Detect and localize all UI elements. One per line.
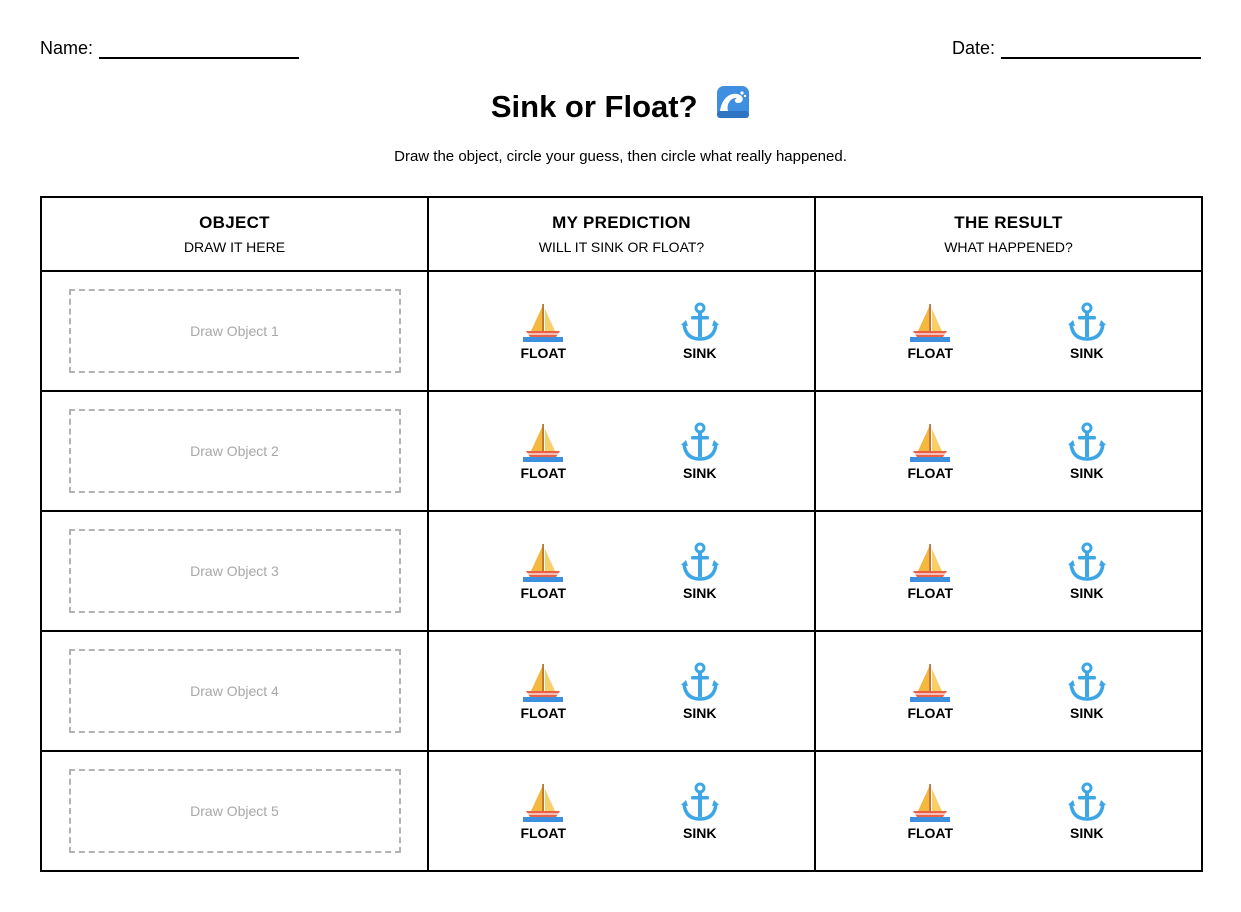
prediction-choices [429, 781, 814, 841]
table-header-row [41, 197, 1202, 271]
prediction-choices [429, 541, 814, 601]
result-cell [815, 511, 1202, 631]
column-subtitle: WILL IT SINK OR FLOAT? [538, 239, 705, 255]
prediction-cell [428, 631, 815, 751]
prediction-cell [428, 271, 815, 391]
float-label: FLOAT [907, 705, 954, 721]
draw-object-box[interactable] [69, 649, 401, 733]
float-label: FLOAT [520, 585, 567, 601]
result-float-option[interactable] [890, 301, 970, 361]
result-cell [815, 271, 1202, 391]
page-title-text: Sink or Float? [490, 89, 698, 125]
anchor-icon [679, 301, 721, 343]
draw-object-placeholder: Draw Object 2 [190, 443, 279, 459]
float-label: FLOAT [520, 465, 567, 481]
column-title: OBJECT [199, 213, 270, 232]
result-cell [815, 631, 1202, 751]
draw-object-placeholder: Draw Object 5 [190, 803, 279, 819]
result-sink-option[interactable] [1047, 781, 1127, 841]
float-label: FLOAT [520, 705, 567, 721]
draw-object-box[interactable] [69, 409, 401, 493]
object-cell [41, 391, 428, 511]
draw-object-box[interactable] [69, 529, 401, 613]
float-label: FLOAT [907, 585, 954, 601]
table-row [41, 391, 1202, 511]
result-sink-option[interactable] [1047, 541, 1127, 601]
float-label: FLOAT [907, 825, 954, 841]
float-label: FLOAT [907, 345, 954, 361]
table-row [41, 631, 1202, 751]
date-field [952, 38, 1201, 59]
object-cell [41, 751, 428, 871]
anchor-icon [1066, 781, 1108, 823]
result-choices [816, 301, 1201, 361]
sailboat-icon [909, 301, 951, 343]
sailboat-icon [522, 301, 564, 343]
result-choices [816, 421, 1201, 481]
sailboat-icon [909, 541, 951, 583]
result-choices [816, 541, 1201, 601]
sink-label: SINK [683, 345, 717, 361]
draw-object-box[interactable] [69, 289, 401, 373]
column-header-object [41, 197, 428, 271]
float-label: FLOAT [520, 825, 567, 841]
draw-object-placeholder: Draw Object 1 [190, 323, 279, 339]
result-cell [815, 391, 1202, 511]
result-choices [816, 781, 1201, 841]
object-cell [41, 631, 428, 751]
result-sink-option[interactable] [1047, 661, 1127, 721]
sailboat-icon [522, 781, 564, 823]
table-row [41, 751, 1202, 871]
anchor-icon [1066, 541, 1108, 583]
column-title: THE RESULT [954, 213, 1063, 232]
sailboat-icon [909, 661, 951, 703]
sailboat-icon [909, 421, 951, 463]
prediction-sink-option[interactable] [660, 541, 740, 601]
anchor-icon [1066, 301, 1108, 343]
float-label: FLOAT [520, 345, 567, 361]
result-cell [815, 751, 1202, 871]
prediction-cell [428, 751, 815, 871]
float-label: FLOAT [907, 465, 954, 481]
draw-object-box[interactable] [69, 769, 401, 853]
prediction-sink-option[interactable] [660, 301, 740, 361]
prediction-choices [429, 301, 814, 361]
date-line[interactable] [1001, 41, 1201, 59]
name-line[interactable] [99, 41, 299, 59]
water-wave-icon [716, 85, 750, 127]
column-header-result [815, 197, 1202, 271]
sink-label: SINK [683, 465, 717, 481]
result-float-option[interactable] [890, 661, 970, 721]
object-cell [41, 511, 428, 631]
sailboat-icon [522, 421, 564, 463]
column-header-prediction [428, 197, 815, 271]
table-row [41, 271, 1202, 391]
column-subtitle: WHAT HAPPENED? [944, 239, 1073, 255]
result-sink-option[interactable] [1047, 301, 1127, 361]
anchor-icon [1066, 421, 1108, 463]
draw-object-placeholder: Draw Object 4 [190, 683, 279, 699]
sink-label: SINK [683, 705, 717, 721]
sink-label: SINK [683, 825, 717, 841]
prediction-float-option[interactable] [503, 781, 583, 841]
prediction-choices [429, 421, 814, 481]
draw-object-placeholder: Draw Object 3 [190, 563, 279, 579]
result-float-option[interactable] [890, 781, 970, 841]
object-cell [41, 271, 428, 391]
result-sink-option[interactable] [1047, 421, 1127, 481]
prediction-float-option[interactable] [503, 541, 583, 601]
prediction-cell [428, 511, 815, 631]
column-subtitle: DRAW IT HERE [183, 239, 286, 255]
name-label: Name: [40, 38, 94, 58]
sink-float-table [40, 196, 1203, 872]
prediction-sink-option[interactable] [660, 421, 740, 481]
instructions: Draw the object, circle your guess, then circle what really happened. [394, 148, 847, 165]
sink-label: SINK [1070, 465, 1104, 481]
prediction-sink-option[interactable] [660, 661, 740, 721]
page-title [0, 88, 1241, 130]
anchor-icon [679, 781, 721, 823]
result-float-option[interactable] [890, 421, 970, 481]
sink-label: SINK [683, 585, 717, 601]
date-label: Date: [951, 38, 995, 58]
prediction-float-option[interactable] [503, 421, 583, 481]
prediction-choices [429, 661, 814, 721]
prediction-float-option[interactable] [503, 661, 583, 721]
sailboat-icon [909, 781, 951, 823]
sink-label: SINK [1070, 705, 1104, 721]
table-row [41, 511, 1202, 631]
result-choices [816, 661, 1201, 721]
anchor-icon [1066, 661, 1108, 703]
sailboat-icon [522, 661, 564, 703]
prediction-cell [428, 391, 815, 511]
anchor-icon [679, 421, 721, 463]
sink-label: SINK [1070, 825, 1104, 841]
column-title: MY PREDICTION [552, 213, 691, 232]
anchor-icon [679, 541, 721, 583]
name-field [40, 38, 299, 59]
result-float-option[interactable] [890, 541, 970, 601]
sink-label: SINK [1070, 345, 1104, 361]
header-row [40, 38, 1201, 62]
anchor-icon [679, 661, 721, 703]
prediction-sink-option[interactable] [660, 781, 740, 841]
sink-label: SINK [1070, 585, 1104, 601]
prediction-float-option[interactable] [503, 301, 583, 361]
sailboat-icon [522, 541, 564, 583]
